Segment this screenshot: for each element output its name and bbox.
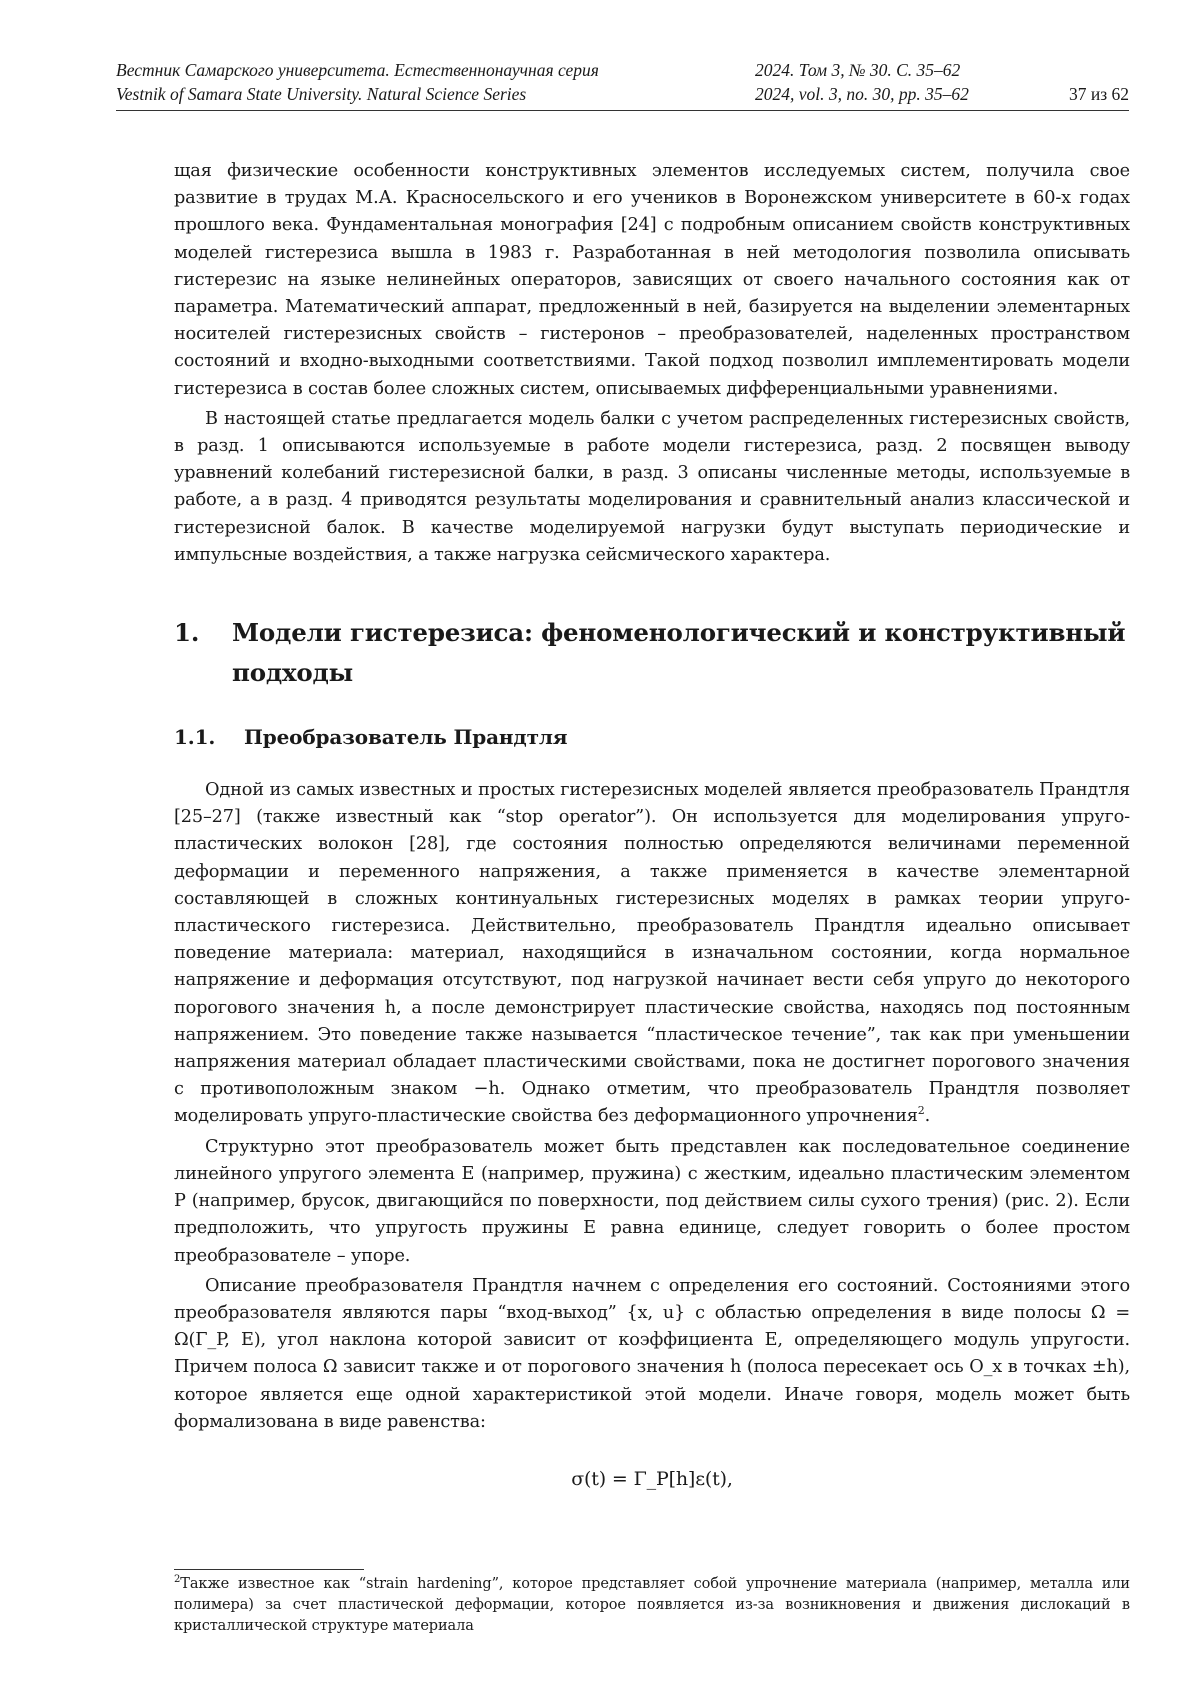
journal-title-en: Vestnik of Samara State University. Natural Science Series <box>116 84 527 104</box>
footnote-text: Также известное как “strain hardening”, которое представляет собой упрочнение материала (например, металла или полимера) за счет пластической деформации, которое появляется из-за возникновения и движения дислокаций в кристаллической структуре материала <box>174 1576 1130 1634</box>
subsection-number: 1.1. <box>174 725 216 750</box>
paragraph-continued: щая физические особенности конструктивных элементов исследуемых систем, получила свое развитие в трудах М.А. Красносельского и его учеников в Воронежском университете в 60-х годах прошлого века. Фундаментальная монография [24] с подробным описанием свойств конструктивных моделей гистерезиса вышла в 1983 г. Разработанная в ней методология позволила описывать гистерезис на языке нелинейных операторов, зависящих от своего начального состояния как от параметра. Математический аппарат, предложенный в ней, базируется на выделении элементарных носителей гистерезисных свойств – гистеронов – преобразователей, наделенных пространством состояний и входно-выходными соответствиями. Такой подход позволил имплементировать модели гистерезиса в состав более сложных систем, описываемых дифференциальными уравнениями. <box>174 161 1130 399</box>
issue-info-en: 2024, vol. 3, no. 30, pp. 35–62 <box>755 84 969 104</box>
paragraph-states: Описание преобразователя Прандтля начнем с определения его состояний. Состояниями этого преобразователя являются пары “вход-выход” {x, u} с областью определения в виде полосы Ω = Ω(Γ_P, E), угол наклона которой зависит от коэффициента E, определяющего модуль упругости. Причем полоса Ω зависит также и от порогового значения h (полоса пересекает ось O_x в точках ±h), которое является еще одной характеристикой этой модели. Иначе говоря, модель может быть формализована в виде равенства: <box>174 1275 1130 1432</box>
section-title: Модели гистерезиса: феноменологический и конструктивный подходы <box>232 618 1126 688</box>
section-heading <box>174 613 1130 693</box>
paragraph-outline: В настоящей статье предлагается модель балки с учетом распределенных гистерезисных свойств, в разд. 1 описываются используемые в работе модели гистерезиса, разд. 2 посвящен выводу уравнений колебаний гистерезисной балки, в разд. 3 описаны численные методы, используемые в работе, а в разд. 4 приводятся результаты моделирования и сравнительный анализ классической и гистерезисной балок. В качестве моделируемой нагрузки будут выступать периодические и импульсные воздействия, а также нагрузка сейсмического характера. <box>174 408 1130 565</box>
footnote-divider <box>174 1569 364 1570</box>
running-header <box>116 58 1129 111</box>
paragraph-prandtl-intro <box>174 777 1130 1131</box>
footnote-ref[interactable]: 2 <box>917 1104 925 1118</box>
journal-title-ru: Вестник Самарского университета. Естественнонаучная серия <box>116 60 599 80</box>
subsection-heading <box>174 723 1130 751</box>
section-number: 1. <box>174 618 200 648</box>
header-row-ru <box>116 58 1129 82</box>
subsection-title: Преобразователь Прандтля <box>244 725 568 750</box>
footnote <box>174 1574 1130 1637</box>
paragraph-prandtl-end: . <box>924 1106 931 1127</box>
issue-info-ru: 2024. Том 3, № 30. С. 35–62 <box>755 60 961 80</box>
equation: σ(t) = Γ_P[h]ε(t), <box>571 1467 733 1490</box>
page-number: 37 из 62 <box>1068 84 1129 104</box>
paragraph-prandtl-text: Одной из самых известных и простых гистерезисных моделей является преобразователь Прандтля [25–27] (также известный как “stop operator”). Он используется для моделирования упруго-пластических волокон [28], где состояния полностью определяются величинами переменной деформации и переменного напряжения, а также применяется в качестве элементарной составляющей в сложных континуальных гистерезисных моделях в рамках теории упруго-пластического гистерезиса. Действительно, преобразователь Прандтля идеально описывает поведение материала: материал, находящийся в изначальном состоянии, когда нормальное напряжение и деформация отсутствуют, под нагрузкой начинает вести себя упруго до некоторого порогового значения h, а после демонстрирует пластические свойства, находясь под постоянным напряжением. Это поведение также называется “пластическое течение”, так как при уменьшении напряжения материал обладает пластическими свойствами, пока не достигнет порогового значения с противоположным знаком −h. Однако отметим, что преобразователь Прандтля позволяет моделировать упруго-пластические свойства без деформационного упрочнения <box>174 780 1130 1127</box>
main-text <box>174 158 1130 1494</box>
header-row-en <box>116 82 1129 106</box>
footnote-mark: 2 <box>174 1574 181 1586</box>
paragraph-structure: Структурно этот преобразователь может быть представлен как последовательное соединение линейного упругого элемента E (например, пружина) с жестким, идеально пластическим элементом P (например, брусок, двигающийся по поверхности, под действием силы сухого трения) (рис. 2). Если предположить, что упругость пружины E равна единице, следует говорить о более простом преобразователе – упоре. <box>174 1136 1130 1266</box>
